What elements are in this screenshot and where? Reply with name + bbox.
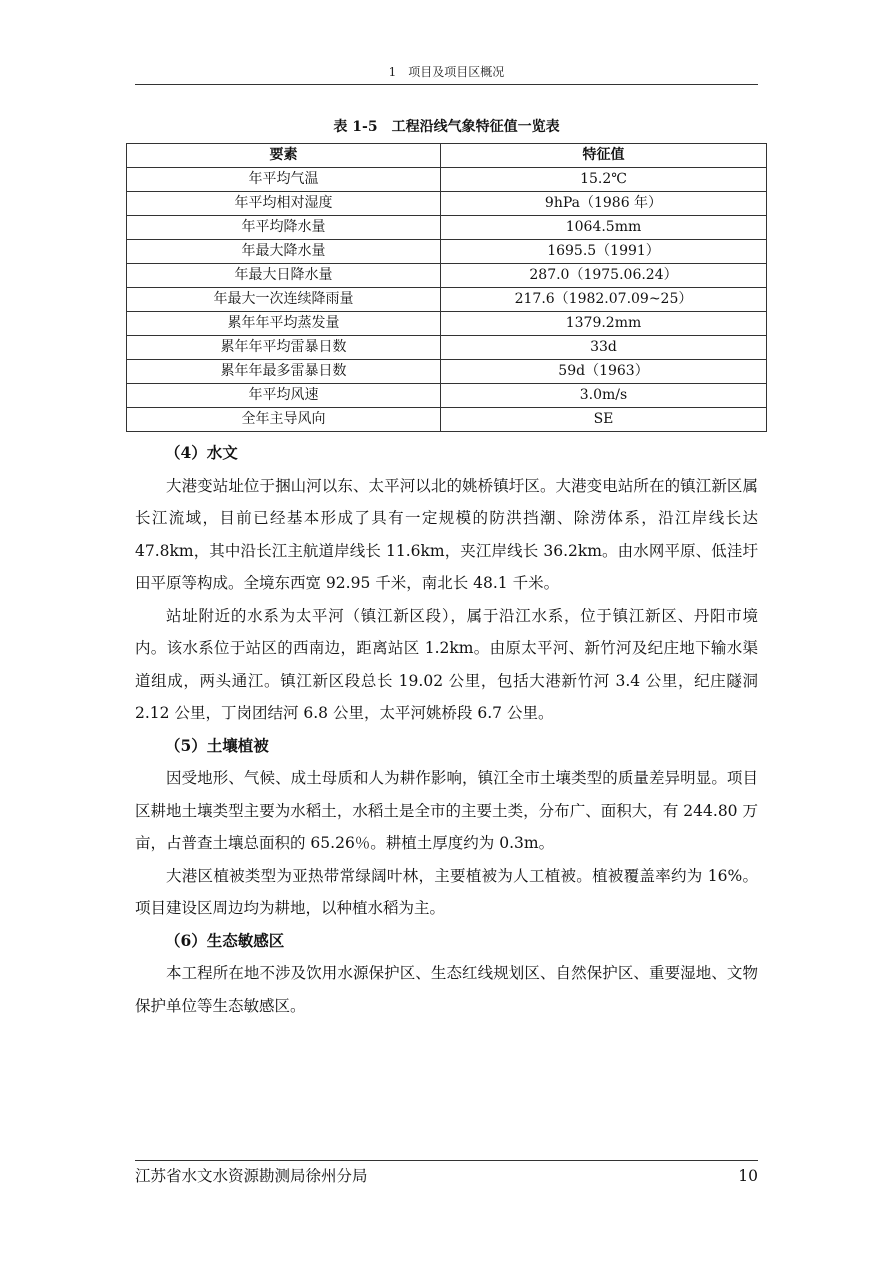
header-divider bbox=[135, 84, 758, 85]
paragraph: 因受地形、气候、成土母质和人为耕作影响，镇江全市土壤类型的质量差异明显。项目区耕地土壤类型主要为水稻土，水稻土是全市的主要土类，分布广、面积大，有 244.80 万亩，占普查土壤总面积的 65.26％。耕植土厚度约为 0.3m。 bbox=[135, 769, 758, 852]
body-content bbox=[135, 437, 758, 1022]
table-cell-element: 累年年最多雷暴日数 bbox=[127, 360, 441, 384]
table-header-row bbox=[127, 144, 767, 168]
table-cell-value: 9hPa（1986 年） bbox=[441, 192, 767, 216]
table-cell-value: 217.6（1982.07.09~25） bbox=[441, 288, 767, 312]
table-cell-element: 年最大降水量 bbox=[127, 240, 441, 264]
table-cell-value: 33d bbox=[441, 336, 767, 360]
paragraph: 本工程所在地不涉及饮用水源保护区、生态红线规划区、自然保护区、重要湿地、文物保护单位等生态敏感区。 bbox=[135, 964, 758, 1015]
table-cell-element: 累年年平均雷暴日数 bbox=[127, 336, 441, 360]
table-row bbox=[127, 360, 767, 384]
table-row bbox=[127, 384, 767, 408]
table-row bbox=[127, 312, 767, 336]
paragraph: 大港变站址位于捆山河以东、太平河以北的姚桥镇圩区。大港变电站所在的镇江新区属长江流域，目前已经基本形成了具有一定规模的防洪挡潮、除涝体系，沿江岸线长达 47.8km，其中沿长江主航道岸线长 11.6km，夹江岸线长 36.2km。由水网平原、低洼圩田平原等构成。全境东西宽 92.95 千米，南北长 48.1 千米。 bbox=[135, 476, 758, 592]
table-cell-element: 年最大一次连续降雨量 bbox=[127, 288, 441, 312]
table-row bbox=[127, 192, 767, 216]
table-cell-value: SE bbox=[441, 408, 767, 432]
section-heading: （4）水文 bbox=[165, 443, 238, 462]
table-row bbox=[127, 168, 767, 192]
table-cell-element: 全年主导风向 bbox=[127, 408, 441, 432]
section-heading: （6）生态敏感区 bbox=[165, 930, 285, 950]
section-hydrology bbox=[135, 437, 758, 730]
running-header: 1 项目及项目区概况 bbox=[388, 65, 505, 79]
table-cell-value: 15.2℃ bbox=[441, 168, 767, 192]
table-row bbox=[127, 408, 767, 432]
footer-divider bbox=[135, 1160, 758, 1161]
column-header-element: 要素 bbox=[127, 144, 441, 168]
table-cell-value: 1064.5mm bbox=[441, 216, 767, 240]
table-cell-value: 1379.2mm bbox=[441, 312, 767, 336]
table-caption: 表 1-5 工程沿线气象特征值一览表 bbox=[333, 119, 560, 135]
section-heading: （5）土壤植被 bbox=[165, 735, 269, 755]
column-header-value: 特征值 bbox=[441, 144, 767, 168]
paragraph: 大港区植被类型为亚热带常绿阔叶林，主要植被为人工植被。植被覆盖率约为 16%。项目建设区周边均为耕地，以种植水稻为主。 bbox=[135, 866, 758, 917]
table-cell-element: 年平均风速 bbox=[127, 384, 441, 408]
table-row bbox=[127, 336, 767, 360]
table-cell-value: 1695.5（1991） bbox=[441, 240, 767, 264]
table-cell-value: 59d（1963） bbox=[441, 360, 767, 384]
table-row bbox=[127, 288, 767, 312]
table-cell-element: 年最大日降水量 bbox=[127, 264, 441, 288]
section-ecological-sensitive-areas bbox=[135, 925, 758, 1023]
table-row bbox=[127, 240, 767, 264]
table-row bbox=[127, 216, 767, 240]
footer-organization: 江苏省水文水资源勘测局徐州分局 bbox=[135, 1167, 368, 1185]
table-cell-value: 287.0（1975.06.24） bbox=[441, 264, 767, 288]
table-cell-element: 年平均相对湿度 bbox=[127, 192, 441, 216]
table-cell-element: 累年年平均蒸发量 bbox=[127, 312, 441, 336]
paragraph: 站址附近的水系为太平河（镇江新区段），属于沿江水系，位于镇江新区、丹阳市境内。该水系位于站区的西南边，距离站区 1.2km。由原太平河、新竹河及纪庄地下输水渠道组成，两头通江。镇江新区段总长 19.02 公里，包括大港新竹河 3.4 公里，纪庄隧洞 2.12 公里，丁岗团结河 6.8 公里，太平河姚桥段 6.7 公里。 bbox=[135, 606, 758, 722]
table-cell-value: 3.0m/s bbox=[441, 384, 767, 408]
page-number: 10 bbox=[738, 1167, 758, 1185]
table-row bbox=[127, 264, 767, 288]
section-soil-vegetation bbox=[135, 730, 758, 925]
table-cell-element: 年平均降水量 bbox=[127, 216, 441, 240]
table-cell-element: 年平均气温 bbox=[127, 168, 441, 192]
climate-table bbox=[126, 143, 767, 432]
